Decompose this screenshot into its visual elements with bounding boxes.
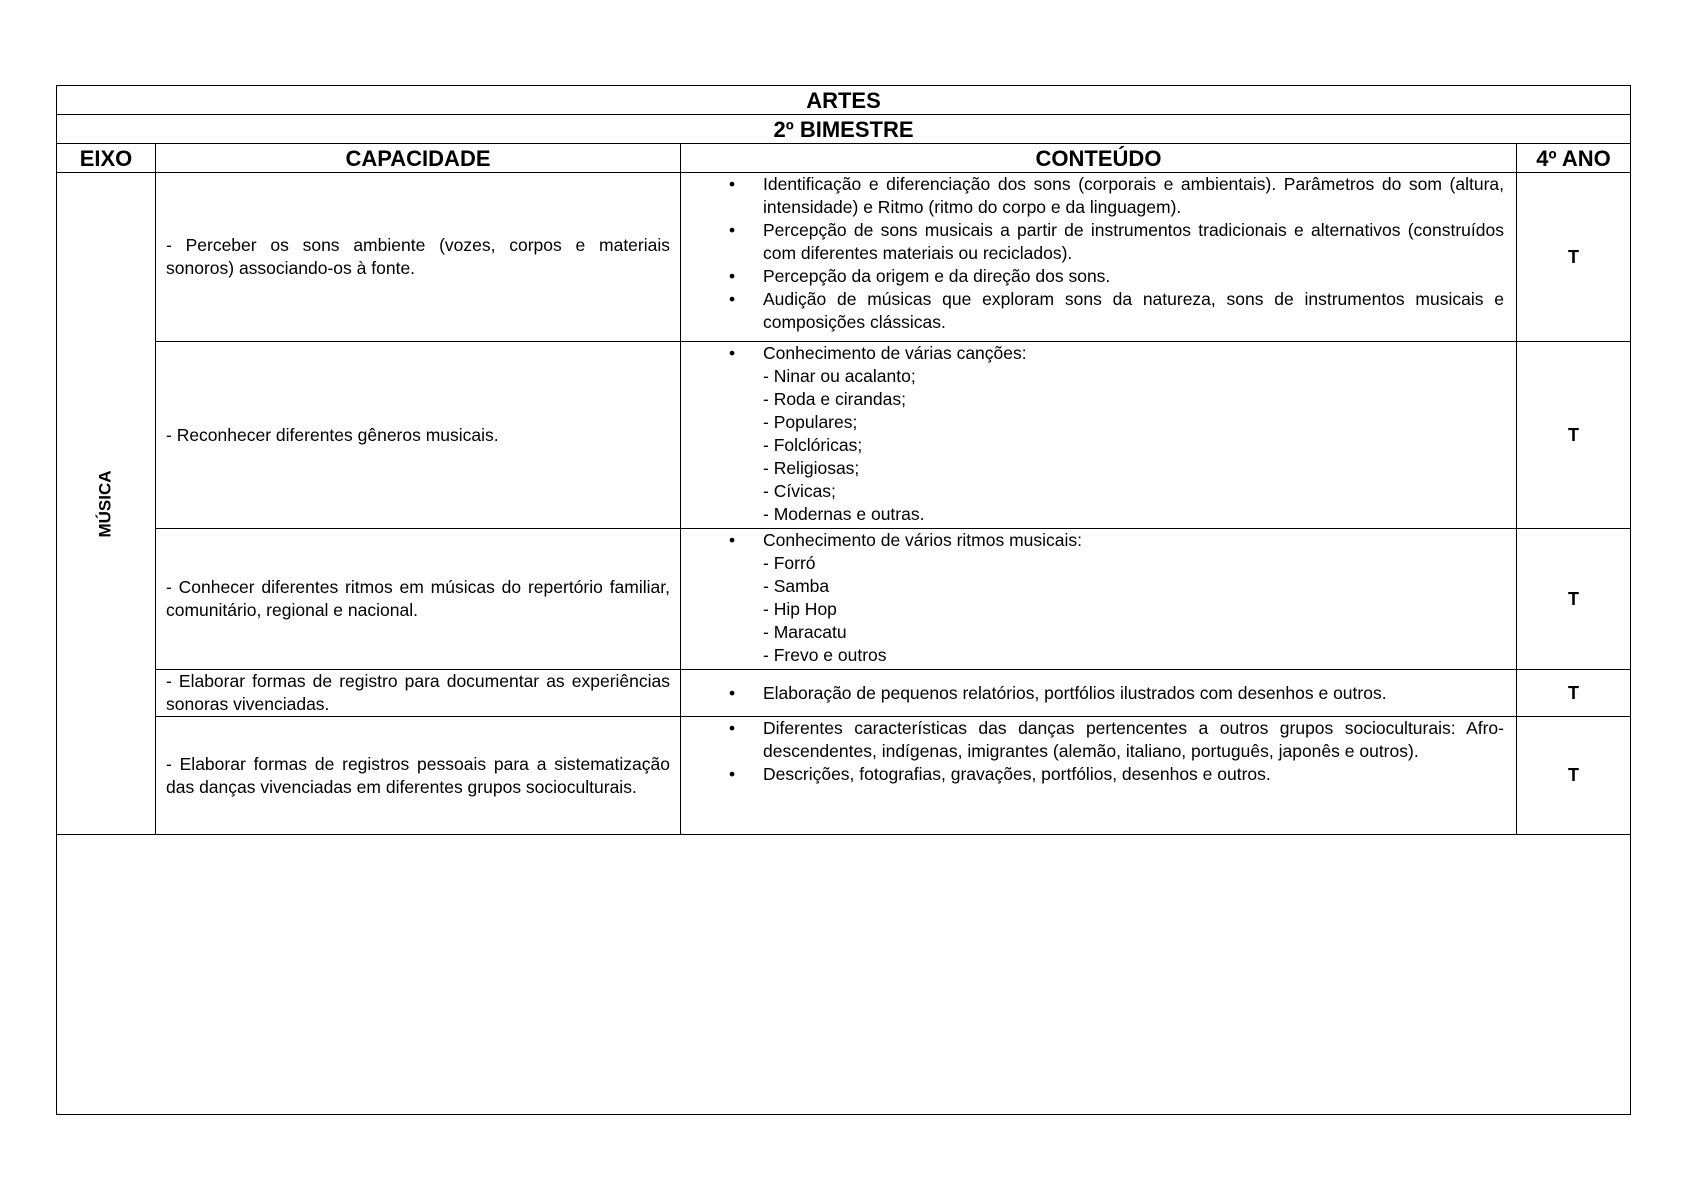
sub-item: - Maracatu [763, 622, 847, 642]
sub-item: - Roda e cirandas; [763, 389, 906, 409]
table-title: ARTES [57, 86, 1631, 115]
conteudo-cell [681, 529, 1517, 670]
header-ano: 4º ANO [1517, 144, 1631, 173]
table-row [57, 717, 1631, 835]
sub-item: - Hip Hop [763, 599, 837, 619]
conteudo-cell [681, 173, 1517, 342]
ano-cell: T [1517, 342, 1631, 529]
table-row [57, 529, 1631, 670]
sub-item: - Religiosas; [763, 458, 860, 478]
sub-item: - Populares; [763, 412, 858, 432]
eixo-cell [57, 173, 156, 835]
conteudo-cell [681, 670, 1517, 717]
sub-item: - Folclóricas; [763, 435, 863, 455]
capacidade-cell: - Elaborar formas de registros pessoais para a sistematização das danças vivenciadas em diferentes grupos socioculturais. [156, 717, 681, 835]
list-item: • Elaboração de pequenos relatórios, portfólios ilustrados com desenhos e outros. [763, 682, 1504, 705]
conteudo-cell [681, 342, 1517, 529]
capacidade-cell: - Reconhecer diferentes gêneros musicais. [156, 342, 681, 529]
curriculum-table [56, 85, 1631, 1115]
sub-item: - Modernas e outras. [763, 504, 925, 524]
table-row [57, 670, 1631, 717]
list-item: • Diferentes características das danças pertencentes a outros grupos socioculturais: Afro-descendentes, indígenas, imigrantes (alemão, italiano, português, japonês e outros). [763, 717, 1504, 763]
ano-cell: T [1517, 717, 1631, 835]
list-item: • Audição de músicas que exploram sons da natureza, sons de instrumentos musicais e composições clássicas. [763, 288, 1504, 334]
empty-area [57, 835, 1631, 1115]
table-row [57, 342, 1631, 529]
eixo-label: MÚSICA [96, 469, 115, 538]
capacidade-cell: - Conhecer diferentes ritmos em músicas do repertório familiar, comunitário, regional e nacional. [156, 529, 681, 670]
capacidade-cell: - Perceber os sons ambiente (vozes, corpos e materiais sonoros) associando-os à fonte. [156, 173, 681, 342]
list-item: • Identificação e diferenciação dos sons (corporais e ambientais). Parâmetros do som (altura, intensidade) e Ritmo (ritmo do corpo e da linguagem). [763, 173, 1504, 219]
ano-cell: T [1517, 173, 1631, 342]
table-row [57, 173, 1631, 342]
table-subtitle: 2º BIMESTRE [57, 115, 1631, 144]
ano-cell: T [1517, 670, 1631, 717]
list-item: • Conhecimento de várias canções: [763, 342, 1504, 365]
sub-item: - Ninar ou acalanto; [763, 366, 916, 386]
conteudo-cell [681, 717, 1517, 835]
header-capacidade: CAPACIDADE [156, 144, 681, 173]
ano-cell: T [1517, 529, 1631, 670]
list-item: • Percepção de sons musicais a partir de instrumentos tradicionais e alternativos (construídos com diferentes materiais ou reciclados). [763, 219, 1504, 265]
sub-item: - Frevo e outros [763, 645, 887, 665]
list-item: • Conhecimento de vários ritmos musicais: [763, 529, 1504, 552]
sub-item: - Cívicas; [763, 481, 836, 501]
sub-item: - Forró [763, 553, 816, 573]
list-item: • Percepção da origem e da direção dos sons. [763, 265, 1504, 288]
capacidade-cell: - Elaborar formas de registro para documentar as experiências sonoras vivenciadas. [156, 670, 681, 717]
header-eixo: EIXO [57, 144, 156, 173]
sub-item: - Samba [763, 576, 830, 596]
header-conteudo: CONTEÚDO [681, 144, 1517, 173]
list-item: • Descrições, fotografias, gravações, portfólios, desenhos e outros. [763, 763, 1504, 786]
